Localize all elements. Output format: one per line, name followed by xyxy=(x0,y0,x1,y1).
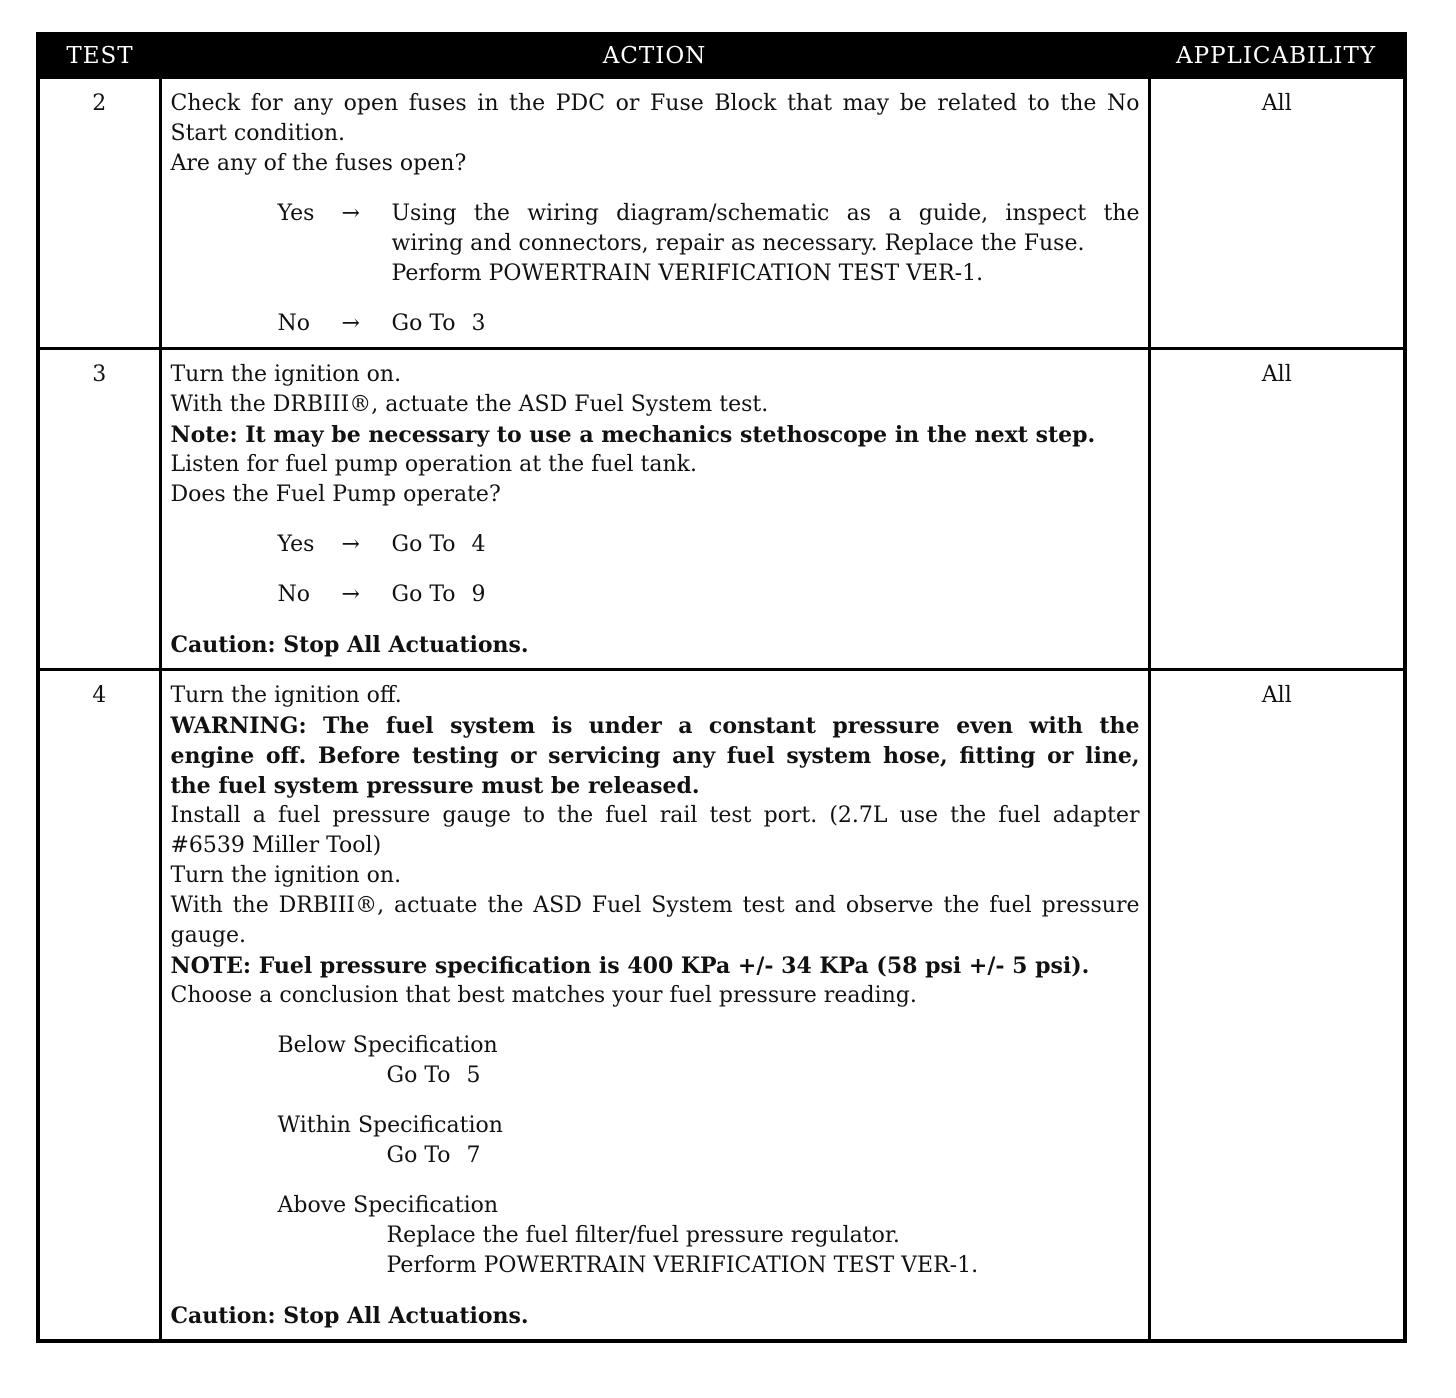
no-label: No xyxy=(277,582,310,607)
action-line: gauge. xyxy=(170,923,246,948)
yes-option xyxy=(278,530,1140,560)
goto-label: Go To xyxy=(386,1143,451,1168)
applicability-value: All xyxy=(1149,670,1405,1342)
action-line: Install a fuel pressure gauge to the fuel rail test port. (2.7L use the fuel adapter xyxy=(170,803,1140,828)
test-number: 4 xyxy=(38,670,160,1342)
header-test: TEST xyxy=(38,34,160,78)
yes-result-line: wiring and connectors, repair as necessary. Replace the Fuse. xyxy=(391,231,1085,256)
yes-result-line: Perform POWERTRAIN VERIFICATION TEST VER-1. xyxy=(391,261,984,286)
yes-result-line: Using the wiring diagram/schematic as a guide, inspect the xyxy=(391,201,1140,226)
action-line: Start condition. xyxy=(170,121,346,146)
no-option xyxy=(278,309,1140,339)
arrow-icon: → xyxy=(341,201,360,226)
condition-result-line: Perform POWERTRAIN VERIFICATION TEST VER-1. xyxy=(386,1253,979,1278)
goto-number: 3 xyxy=(471,311,486,336)
goto-label: Go To xyxy=(391,532,456,557)
action-line: With the DRBIII®, actuate the ASD Fuel System test. xyxy=(170,392,769,417)
warning-text: the fuel system pressure must be released. xyxy=(170,773,700,799)
no-option xyxy=(278,580,1140,610)
action-cell xyxy=(160,349,1149,670)
test-number: 2 xyxy=(38,78,160,349)
action-question: Are any of the fuses open? xyxy=(170,151,467,176)
yes-label: Yes xyxy=(277,532,315,557)
goto-label: Go To xyxy=(386,1063,451,1088)
action-line: Turn the ignition off. xyxy=(170,683,402,708)
goto-number: 7 xyxy=(466,1143,481,1168)
action-question: Does the Fuel Pump operate? xyxy=(170,482,501,507)
below-spec-option xyxy=(278,1031,1140,1091)
condition-result-line: Replace the fuel filter/fuel pressure regulator. xyxy=(386,1223,900,1248)
action-line: Check for any open fuses in the PDC or Fuse Block that may be related to the No xyxy=(170,91,1140,116)
arrow-icon: → xyxy=(341,532,360,557)
condition-label: Below Specification xyxy=(277,1033,498,1058)
action-question: Choose a conclusion that best matches your fuel pressure reading. xyxy=(170,983,917,1008)
test-row-3 xyxy=(38,349,1405,670)
condition-label: Within Specification xyxy=(277,1113,503,1138)
header-row xyxy=(38,34,1405,78)
action-cell xyxy=(160,670,1149,1342)
warning-text: WARNING: The fuel system is under a constant pressure even with the xyxy=(170,713,1140,739)
header-action: ACTION xyxy=(160,34,1149,78)
action-line: #6539 Miller Tool) xyxy=(170,833,382,858)
goto-number: 5 xyxy=(466,1063,481,1088)
within-spec-option xyxy=(278,1111,1140,1171)
diagnostic-procedure-table xyxy=(36,32,1407,1343)
yes-option xyxy=(278,199,1140,289)
arrow-icon: → xyxy=(341,311,360,336)
note-text: Note: It may be necessary to use a mechanics stethoscope in the next step. xyxy=(170,422,1096,448)
goto-number: 9 xyxy=(471,582,486,607)
action-line: Listen for fuel pump operation at the fuel tank. xyxy=(170,452,697,477)
action-line: Turn the ignition on. xyxy=(170,863,402,888)
action-line: Turn the ignition on. xyxy=(170,362,402,387)
arrow-icon: → xyxy=(341,582,360,607)
test-row-4 xyxy=(38,670,1405,1342)
caution-text: Caution: Stop All Actuations. xyxy=(170,632,529,658)
test-number: 3 xyxy=(38,349,160,670)
header-applicability: APPLICABILITY xyxy=(1149,34,1405,78)
goto-label: Go To xyxy=(391,311,456,336)
yes-label: Yes xyxy=(277,201,315,226)
above-spec-option xyxy=(278,1191,1140,1281)
note-text: NOTE: Fuel pressure specification is 400 KPa +/- 34 KPa (58 psi +/- 5 psi). xyxy=(170,953,1090,979)
goto-number: 4 xyxy=(471,532,486,557)
action-line: With the DRBIII®, actuate the ASD Fuel System test and observe the fuel pressure xyxy=(170,893,1140,918)
condition-label: Above Specification xyxy=(277,1193,499,1218)
action-cell xyxy=(160,78,1149,349)
warning-text: engine off. Before testing or servicing any fuel system hose, fitting or line, xyxy=(170,743,1140,769)
test-row-2 xyxy=(38,78,1405,349)
caution-text: Caution: Stop All Actuations. xyxy=(170,1303,529,1329)
goto-label: Go To xyxy=(391,582,456,607)
no-label: No xyxy=(277,311,310,336)
applicability-value: All xyxy=(1149,78,1405,349)
applicability-value: All xyxy=(1149,349,1405,670)
